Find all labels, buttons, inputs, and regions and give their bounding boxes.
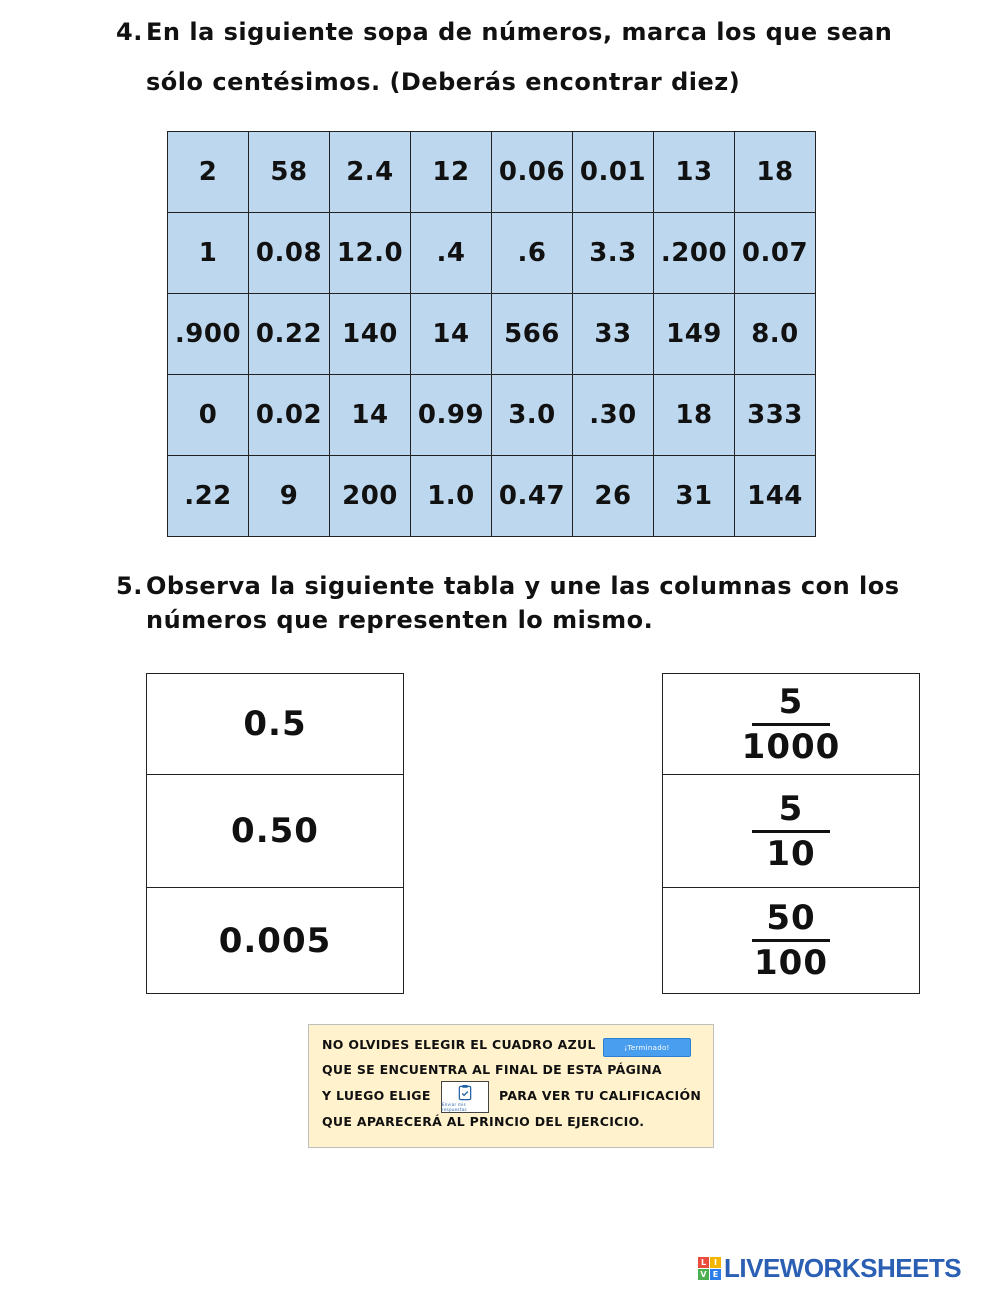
match-right-item[interactable]	[662, 775, 920, 888]
grid-cell[interactable]: 0.99	[411, 375, 492, 456]
grid-cell[interactable]: 144	[735, 456, 816, 537]
logo-tile: I	[710, 1257, 721, 1268]
grid-cell[interactable]: 0.22	[249, 294, 330, 375]
fraction	[741, 681, 841, 767]
finished-button-image: ¡Terminado!	[603, 1038, 691, 1057]
question-5-line-2: números que representen lo mismo.	[146, 606, 654, 634]
grid-cell[interactable]: 1	[168, 213, 249, 294]
question-4-number: 4.	[116, 18, 143, 46]
grid-cell[interactable]: 0.06	[492, 132, 573, 213]
decimal-value: 0.005	[218, 920, 332, 961]
decimal-value: 0.50	[231, 811, 319, 851]
grid-cell[interactable]: 33	[573, 294, 654, 375]
grid-cell[interactable]: 18	[735, 132, 816, 213]
grid-cell[interactable]: 2.4	[330, 132, 411, 213]
grid-row	[168, 375, 816, 456]
fraction-denominator: 1000	[741, 726, 841, 767]
question-4-line-2: sólo centésimos. (Deberás encontrar diez)	[146, 68, 741, 96]
grid-cell[interactable]: .4	[411, 213, 492, 294]
logo-tile: E	[710, 1269, 721, 1280]
fraction-denominator: 100	[754, 943, 828, 983]
match-right-item[interactable]	[662, 673, 920, 775]
grid-cell[interactable]: 13	[654, 132, 735, 213]
liveworksheets-logo	[698, 1253, 961, 1284]
grid-cell[interactable]: 14	[330, 375, 411, 456]
notice-line-3a: Y LUEGO ELIGE	[322, 1088, 431, 1103]
decimal-value: 0.5	[243, 704, 307, 744]
grid-cell[interactable]: 0.02	[249, 375, 330, 456]
grid-cell[interactable]: .200	[654, 213, 735, 294]
brand-name: LIVEWORKSHEETS	[724, 1253, 962, 1283]
grid-cell[interactable]: 333	[735, 375, 816, 456]
question-5-line-1: Observa la siguiente tabla y une las columnas con los	[146, 572, 900, 600]
grid-cell[interactable]: 0.08	[249, 213, 330, 294]
grid-row	[168, 132, 816, 213]
grid-cell[interactable]: 2	[168, 132, 249, 213]
notice-line-1: NO OLVIDES ELEGIR EL CUADRO AZUL	[322, 1037, 596, 1052]
grid-cell[interactable]: 149	[654, 294, 735, 375]
grid-cell[interactable]: 18	[654, 375, 735, 456]
fraction	[752, 788, 830, 874]
logo-tile: L	[698, 1257, 709, 1268]
grid-cell[interactable]: 140	[330, 294, 411, 375]
grid-cell[interactable]: .30	[573, 375, 654, 456]
fraction-column	[662, 673, 920, 994]
grid-cell[interactable]: 14	[411, 294, 492, 375]
match-right-item[interactable]	[662, 888, 920, 994]
match-left-item[interactable]	[146, 775, 404, 888]
grid-cell[interactable]: 3.0	[492, 375, 573, 456]
grid-cell[interactable]: 200	[330, 456, 411, 537]
grid-cell[interactable]: 8.0	[735, 294, 816, 375]
match-left-item[interactable]	[146, 888, 404, 994]
grid-cell[interactable]: 1.0	[411, 456, 492, 537]
grid-cell[interactable]: .6	[492, 213, 573, 294]
grid-row	[168, 213, 816, 294]
logo-tiles-icon	[698, 1257, 721, 1280]
grade-clipboard-icon	[441, 1081, 489, 1113]
notice-line-4: QUE APARECERÁ AL PRINCIO DEL EJERCICIO.	[322, 1114, 645, 1129]
fraction-numerator: 5	[778, 788, 804, 829]
grid-cell[interactable]: 0.07	[735, 213, 816, 294]
fraction-numerator: 5	[778, 681, 804, 722]
grid-cell[interactable]: .900	[168, 294, 249, 375]
grid-cell[interactable]: 566	[492, 294, 573, 375]
notice-line-3b: PARA VER TU CALIFICACIÓN	[499, 1088, 702, 1103]
grid-row	[168, 456, 816, 537]
question-5-number: 5.	[116, 572, 143, 600]
grid-cell[interactable]: 3.3	[573, 213, 654, 294]
instruction-notice	[308, 1024, 714, 1148]
logo-tile: V	[698, 1269, 709, 1280]
decimal-column	[146, 673, 404, 994]
grid-cell[interactable]: 12.0	[330, 213, 411, 294]
fraction-denominator: 10	[766, 833, 816, 874]
grid-cell[interactable]: 58	[249, 132, 330, 213]
grid-cell[interactable]: 12	[411, 132, 492, 213]
number-soup-grid	[167, 131, 816, 537]
grid-cell[interactable]: 0.47	[492, 456, 573, 537]
question-4-line-1: En la siguiente sopa de números, marca los que sean	[146, 18, 893, 46]
grid-cell[interactable]: 26	[573, 456, 654, 537]
grade-icon-caption: Enviar mis respuestas	[442, 1102, 467, 1112]
fraction-numerator: 50	[766, 898, 816, 938]
match-left-item[interactable]	[146, 673, 404, 775]
clipboard-icon	[457, 1084, 473, 1101]
grid-row	[168, 294, 816, 375]
fraction	[752, 898, 830, 983]
grid-cell[interactable]: .22	[168, 456, 249, 537]
grid-cell[interactable]: 9	[249, 456, 330, 537]
grid-cell[interactable]: 0.01	[573, 132, 654, 213]
grid-cell[interactable]: 0	[168, 375, 249, 456]
notice-line-2: QUE SE ENCUENTRA AL FINAL DE ESTA PÁGINA	[322, 1062, 662, 1077]
grid-cell[interactable]: 31	[654, 456, 735, 537]
